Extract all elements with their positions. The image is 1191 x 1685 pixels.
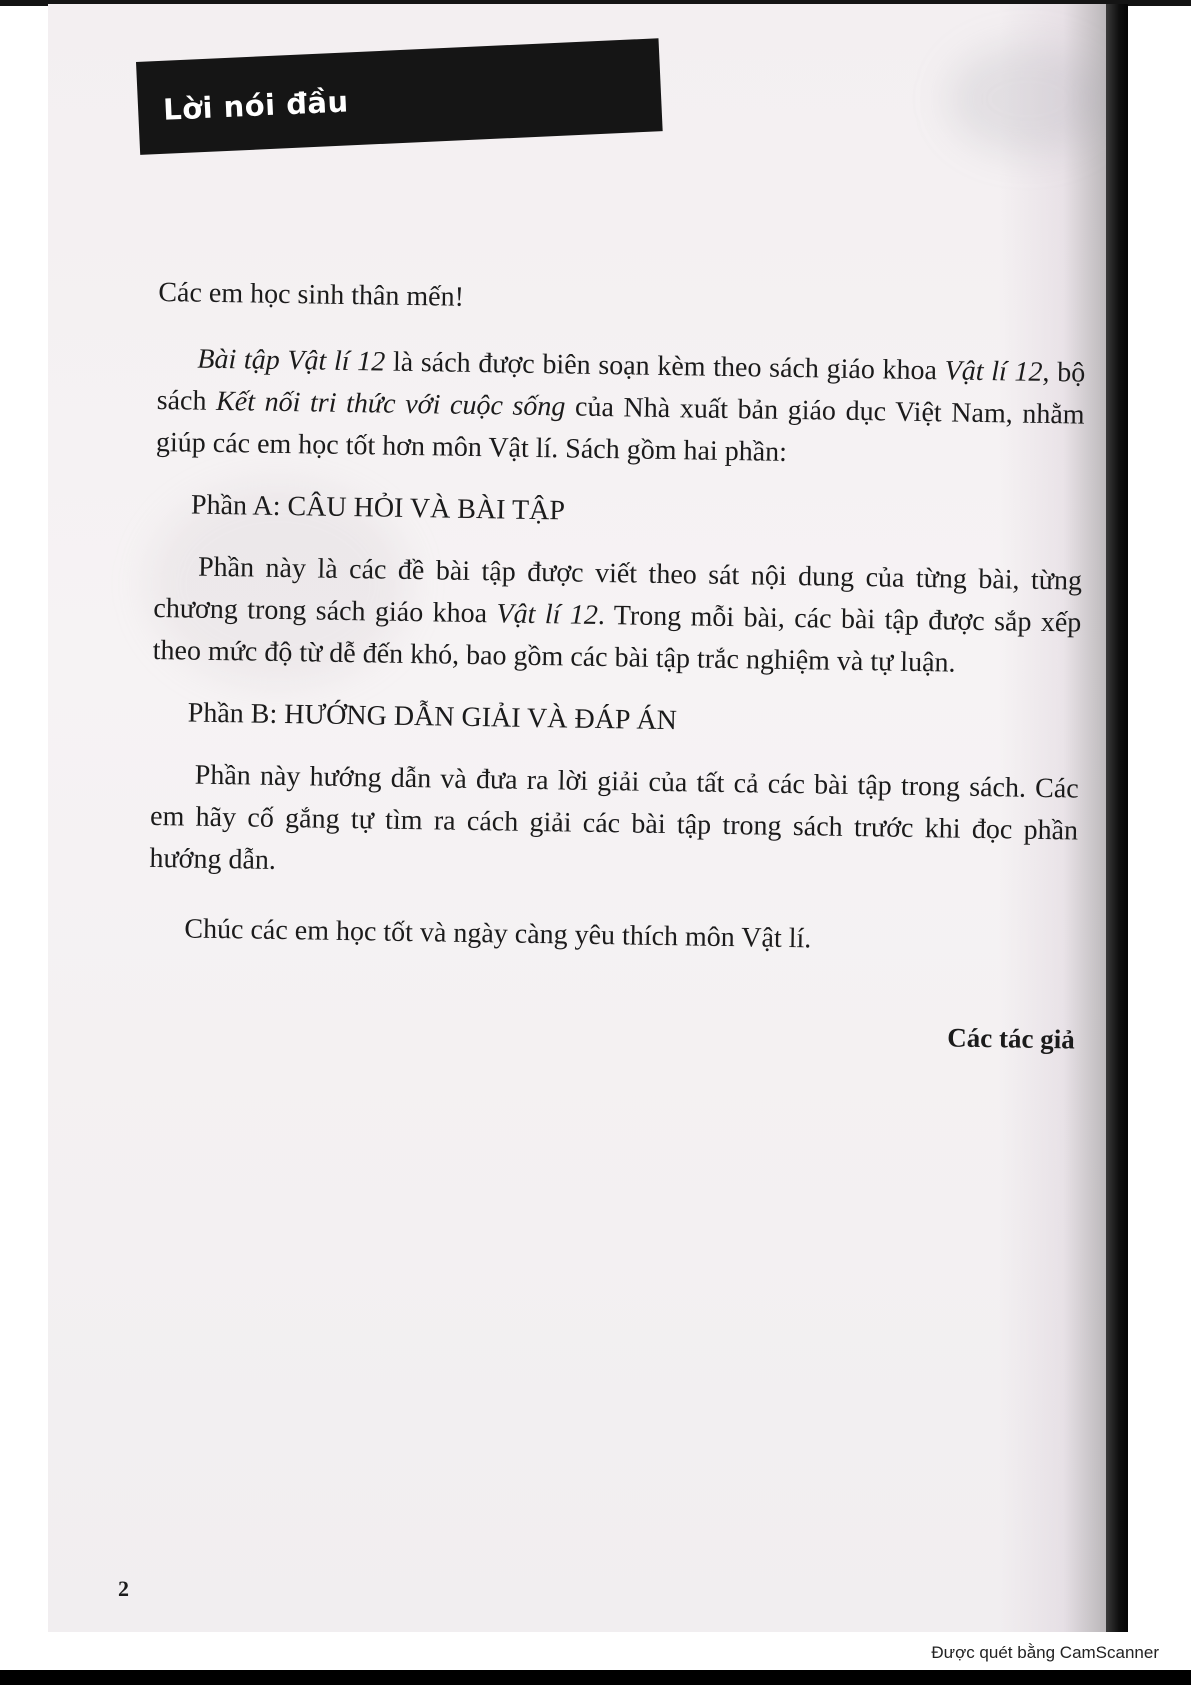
closing-line: Chúc các em học tốt và ngày càng yêu thích môn Vật lí.: [184, 913, 812, 955]
page-title: Lời nói đầu: [162, 84, 350, 127]
intro-text-1: là sách được biên soạn kèm theo sách giáo khoa: [385, 346, 945, 387]
greeting: Các em học sinh thân mến!: [158, 276, 465, 313]
binding-shadow: [1106, 4, 1128, 1632]
page-number: 2: [118, 1576, 129, 1601]
textbook-title: Vật lí 12: [496, 598, 599, 631]
scanned-page: [48, 4, 1128, 1632]
intro-text-3: của Nhà xuất bản giáo dục Việt Nam, nhằm giúp các em học tốt hơn môn Vật lí. Sách gồm hai phần:: [155, 391, 1085, 468]
part-b-heading: Phần B: HƯỚNG DẪN GIẢI VÀ ĐÁP ÁN: [187, 697, 678, 737]
part-b-paragraph: Phần này hướng dẫn và đưa ra lời giải của tất cả các bài tập trong sách. Các em hãy cố gắng tự tìm ra cách giải các bài tập trong sách trước khi đọc phần hướng dẫn.: [149, 759, 1079, 876]
heading-banner: [136, 38, 663, 155]
series-title: Kết nối tri thức với cuộc sống: [215, 385, 566, 423]
bleed-through-mark: [948, 44, 1108, 154]
part-a-heading: Phần A: CÂU HỎI VÀ BÀI TẬP: [190, 489, 566, 527]
scanner-watermark: Được quét bằng CamScanner: [931, 1643, 1159, 1662]
signature: Các tác giả: [947, 1022, 1076, 1055]
intro-text-2: , bộ sách: [156, 356, 1086, 417]
intro-paragraph: [156, 338, 1086, 479]
bottom-bar: [0, 1670, 1191, 1685]
part-a-paragraph: [152, 546, 1082, 687]
part-a-text-1: Phần này là các đề bài tập được viết theo sát nội dung của từng bài, từng chương trong sách giáo khoa: [153, 551, 1083, 630]
textbook-title: Vật lí 12: [944, 355, 1043, 388]
part-a-text-2: . Trong mỗi bài, các bài tập được sắp xếp theo mức độ từ dễ đến khó, bao gồm các bài tập trắc nghiệm và tự luận.: [152, 599, 1082, 679]
book-title: Bài tập Vật lí 12: [197, 343, 386, 378]
preface-body: [147, 254, 1087, 1060]
